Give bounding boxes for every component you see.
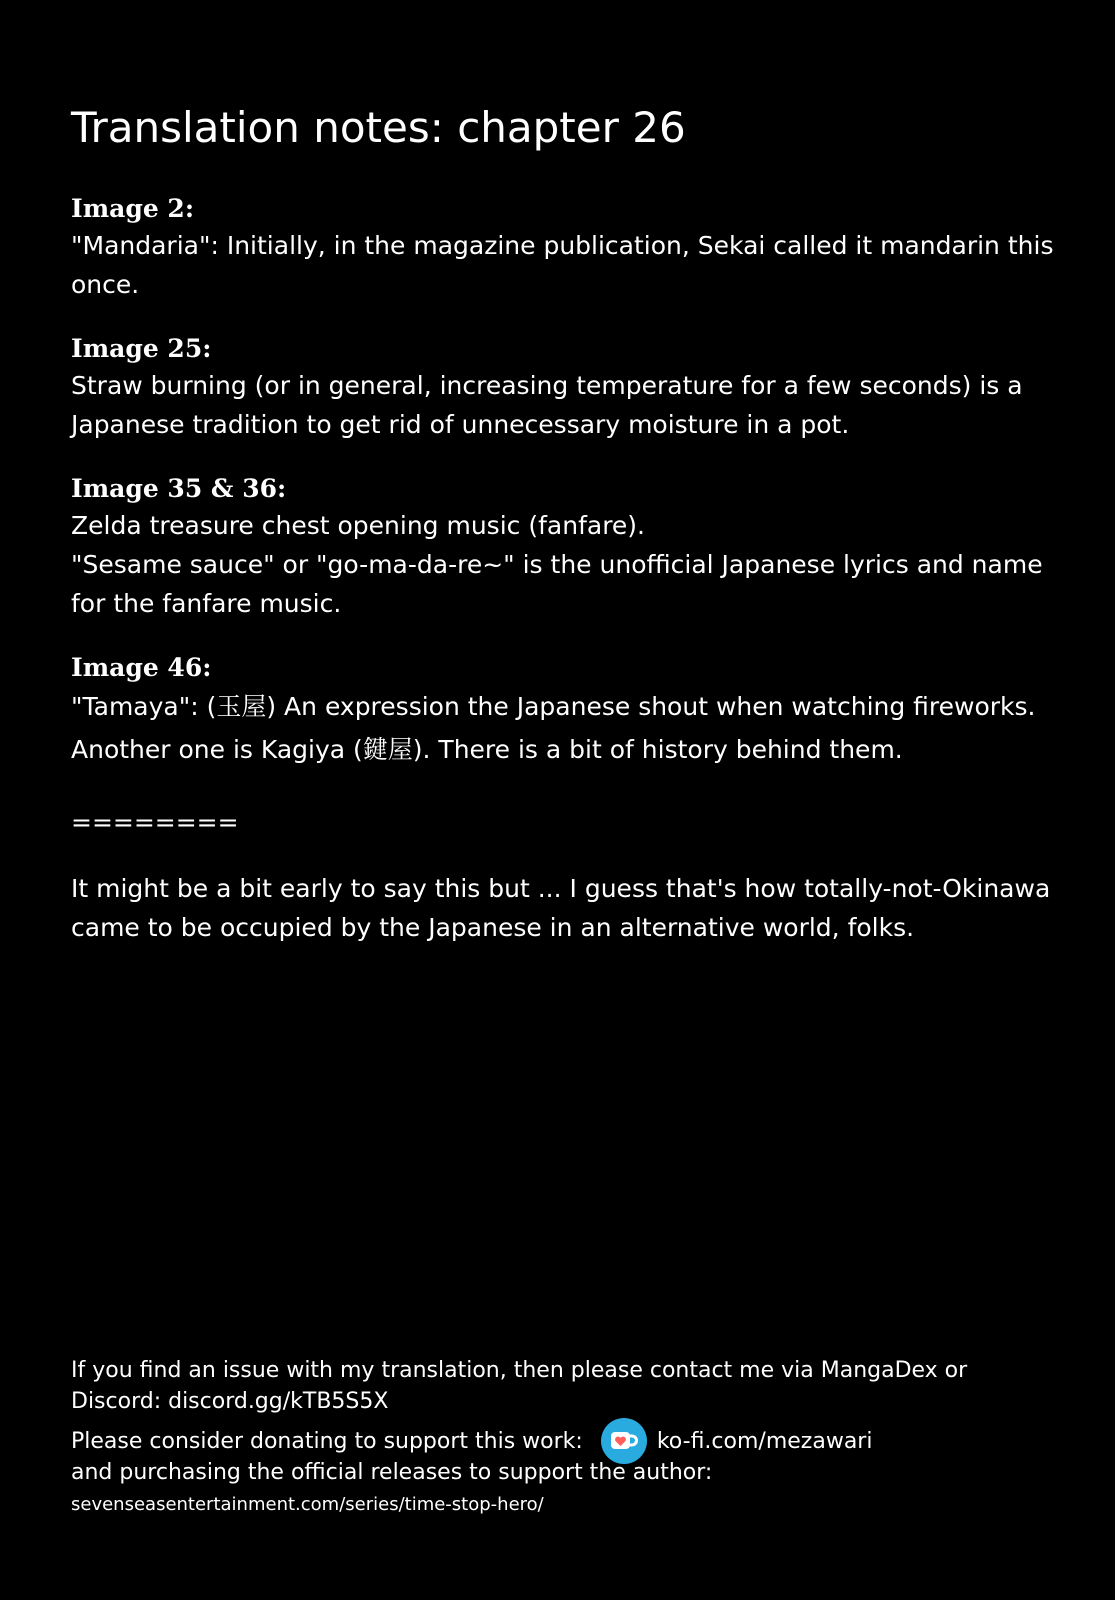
note-text: "Sesame sauce" or "go-ma-da-re~" is the unofficial Japanese lyrics and name for the fanfare music. [71,550,1043,618]
note-text: "Mandaria": Initially, in the magazine publication, Sekai called it mandarin this once. [71,231,1054,299]
note-heading: Image 35 & 36: [71,474,287,503]
note-text: "Tamaya": (玉屋) An expression the Japanese shout when watching fireworks. [71,692,1036,721]
purchase-text [71,1457,1061,1520]
note-image-35-36 [71,472,1061,623]
note-text: Another one is Kagiya (鍵屋). There is a bit of history behind them. [71,735,903,764]
note-heading: Image 46: [71,653,212,682]
note-image-2 [71,192,1061,304]
contact-text: If you find an issue with my translation, then please contact me via MangaDex or Discord: discord.gg/kTB5S5X [71,1358,968,1414]
seven-seas-link[interactable]: sevenseasentertainment.com/series/time-stop-hero/ [71,1494,544,1515]
note-text: Straw burning (or in general, increasing temperature for a few seconds) is a Japanese tradition to get rid of unnecessary moisture in a pot. [71,371,1023,439]
footer [71,1355,1061,1520]
note-image-25 [71,332,1061,444]
donate-label: Please consider donating to support this work: [71,1428,583,1454]
closing-remark: It might be a bit early to say this but ... I guess that's how totally-not-Okinawa came to be occupied by the Japanese in an alternative world, folks. [71,874,1051,942]
page-title: Translation notes: chapter 26 [71,103,686,152]
kofi-link[interactable]: ko-fi.com/mezawari [656,1428,873,1454]
section-divider: ======== [71,808,239,837]
note-heading: Image 2: [71,194,195,223]
note-heading: Image 25: [71,334,212,363]
note-image-46 [71,651,1061,771]
purchase-label: and purchasing the official releases to support the author: [71,1460,713,1485]
note-text: Zelda treasure chest opening music (fanfare). [71,511,645,540]
donate-row [71,1425,1061,1457]
